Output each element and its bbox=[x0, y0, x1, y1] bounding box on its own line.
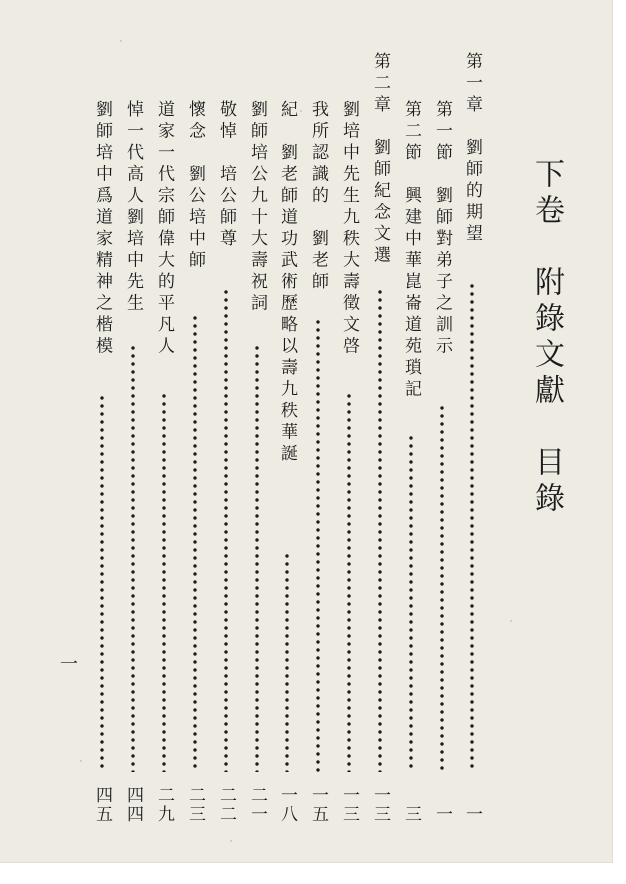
toc-entry[interactable] bbox=[399, 52, 423, 824]
page-title: 下卷 附錄文獻 目錄 bbox=[529, 158, 564, 518]
toc-leader-dots bbox=[378, 288, 382, 772]
toc-entry-page: 一三 bbox=[339, 786, 359, 824]
toc-entry-title: 紀 劉老師道功武術歷略以壽九秩華誕 bbox=[277, 100, 297, 466]
toc-leader-dots bbox=[347, 392, 351, 772]
toc-entry[interactable] bbox=[121, 52, 145, 824]
toc-leader-dots bbox=[193, 314, 197, 772]
toc-entry-page: 二九 bbox=[154, 786, 174, 824]
toc-leader-dots bbox=[255, 344, 259, 772]
toc-entry-page: 二一 bbox=[247, 786, 267, 824]
paper-speck bbox=[80, 760, 82, 762]
toc-leader-dots bbox=[440, 404, 444, 772]
toc-entry[interactable] bbox=[430, 52, 454, 824]
toc-entry[interactable] bbox=[460, 52, 484, 824]
folio-page-number: 一 bbox=[57, 654, 78, 672]
paper-speck bbox=[510, 620, 512, 622]
toc-entry-page: 四四 bbox=[123, 786, 143, 824]
toc-entry[interactable] bbox=[214, 52, 238, 824]
toc-entry-title: 劉培中先生九秩大壽徵文啓 bbox=[339, 100, 359, 358]
toc-entry-title: 第一章 劉師的期望 bbox=[462, 52, 482, 246]
toc-entry-page: 一八 bbox=[277, 786, 297, 824]
toc-entry[interactable] bbox=[337, 52, 361, 824]
toc-entry-page: 一 bbox=[432, 805, 452, 824]
toc-entry[interactable] bbox=[152, 52, 176, 824]
toc-entry[interactable] bbox=[183, 52, 207, 824]
paper-speck bbox=[230, 840, 232, 842]
toc-entry-title: 劉師培公九十大壽祝詞 bbox=[247, 100, 267, 315]
paper-speck bbox=[120, 40, 122, 42]
toc-entry[interactable] bbox=[368, 52, 392, 824]
toc-entry-title: 懷念 劉公培中師 bbox=[185, 100, 205, 272]
toc-entry-page: 三 bbox=[401, 805, 421, 824]
toc-entry-page: 二三 bbox=[185, 786, 205, 824]
paper-speck bbox=[300, 110, 302, 112]
toc-entry-page: 四五 bbox=[92, 786, 112, 824]
toc-leader-dots bbox=[131, 344, 135, 772]
toc-leader-dots bbox=[409, 434, 413, 772]
toc-entry-page: 一 bbox=[462, 805, 482, 824]
toc-entry-title: 第二節 興建中華崑崙道苑瑣記 bbox=[401, 100, 421, 401]
toc-entry-title: 劉師培中爲道家精神之楷模 bbox=[92, 100, 112, 358]
toc-leader-dots bbox=[100, 394, 104, 772]
toc-leader-dots bbox=[470, 282, 474, 772]
toc-entry-page: 一五 bbox=[308, 786, 328, 824]
toc-entry-title: 第二章 劉師紀念文選 bbox=[370, 52, 390, 267]
toc-entry[interactable] bbox=[245, 52, 269, 824]
toc-entry[interactable] bbox=[90, 52, 114, 824]
toc-entry-title: 敬悼 培公師尊 bbox=[216, 100, 236, 251]
toc-leader-dots bbox=[285, 552, 289, 772]
toc-leader-dots bbox=[224, 288, 228, 772]
toc-entry-title: 道家一代宗師偉大的平凡人 bbox=[154, 100, 174, 358]
toc-entry-page: 一三 bbox=[370, 786, 390, 824]
toc-entry-title: 悼一代高人劉培中先生 bbox=[123, 100, 143, 315]
toc-entry[interactable] bbox=[275, 52, 299, 824]
toc-entry[interactable] bbox=[306, 52, 330, 824]
toc-leader-dots bbox=[316, 318, 320, 772]
toc-entry-title: 我所認識的 劉老師 bbox=[308, 100, 328, 294]
toc-leader-dots bbox=[162, 392, 166, 772]
toc-entry-title: 第一節 劉師對弟子之訓示 bbox=[432, 100, 452, 358]
toc-entry-page: 二二 bbox=[216, 786, 236, 824]
